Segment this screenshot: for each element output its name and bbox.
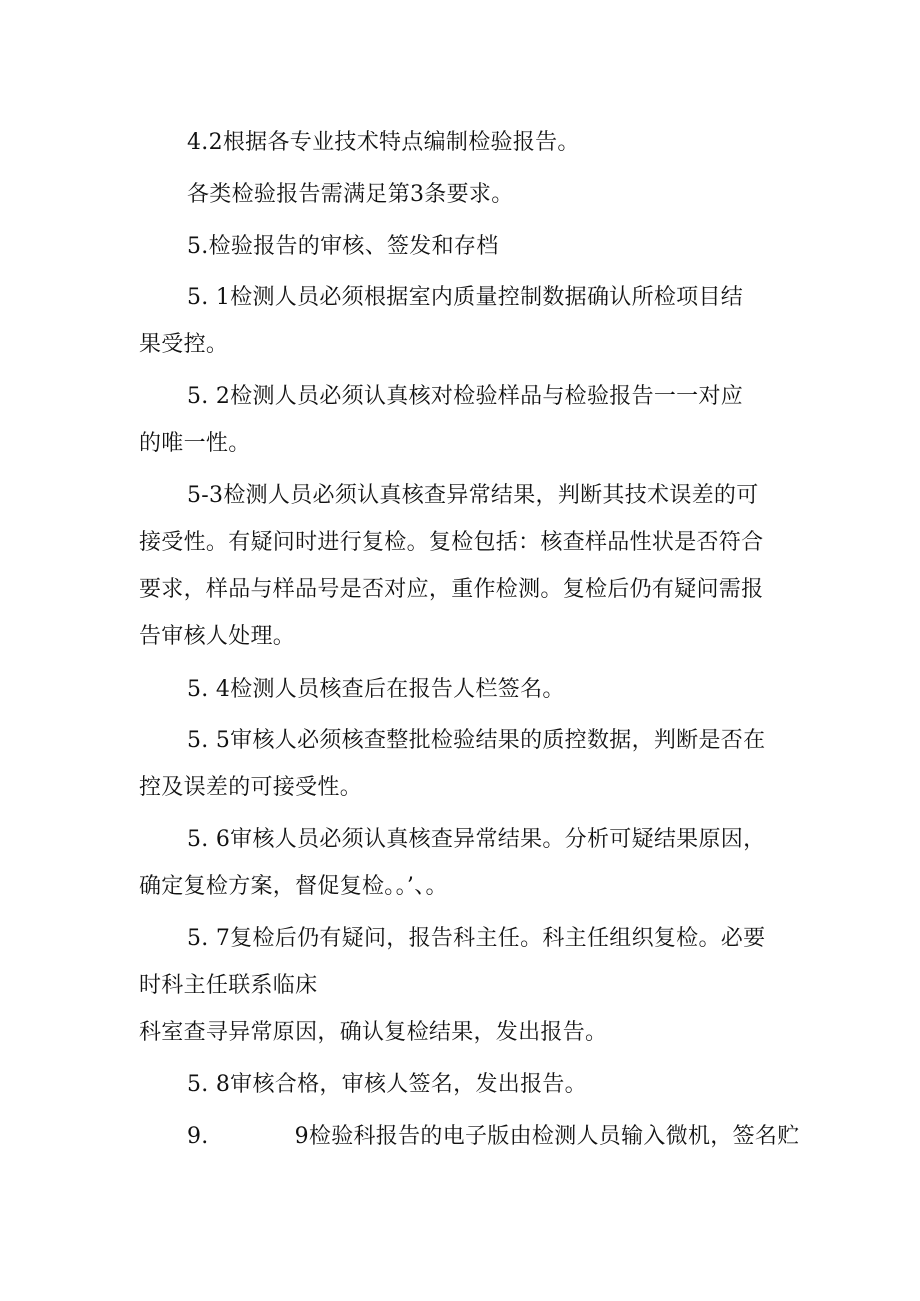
paragraph-5-2-line-2: 的唯一性。 (139, 431, 251, 456)
paragraph-5-7-line-2: 时科主任联系临床 (139, 973, 318, 998)
paragraph-5-5-line-2: 控及误差的可接受性。 (139, 775, 363, 800)
paragraph-5-8: 5. 8审核合格，审核人签名，发出报告。 (187, 1072, 587, 1097)
paragraph-report-requirements: 各类检验报告需满足第3条要求。 (187, 182, 514, 207)
paragraph-9-number: 9. (187, 1124, 209, 1149)
paragraph-5-6-line-1: 5. 6审核人员必须认真核查异常结果。分析可疑结果原因， (187, 827, 766, 852)
paragraph-9-text: 9检验科报告的电子版由检测人员输入微机，签名贮 (294, 1124, 800, 1149)
paragraph-4-2: 4.2根据各专业技术特点编制检验报告。 (187, 130, 580, 155)
paragraph-5-7-line-3: 科室查寻异常原因，确认复检结果，发出报告。 (139, 1020, 608, 1045)
paragraph-5-1-line-1: 5. 1检测人员必须根据室内质量控制数据确认所检项目结 (187, 285, 744, 310)
paragraph-5-3-line-4: 告审核人处理。 (139, 624, 296, 649)
paragraph-5-4: 5. 4检测人员核查后在报告人栏签名。 (187, 677, 565, 702)
paragraph-5-3-line-3: 要求，样品与样品号是否对应，重作检测。复检后仍有疑问需报 (139, 577, 764, 602)
paragraph-9 (187, 1122, 800, 1152)
section-heading-5: 5.检验报告的审核、签发和存档 (187, 234, 499, 259)
paragraph-5-3-line-2: 接受性。有疑问时进行复检。复检包括：核查样品性状是否符合 (139, 530, 764, 555)
paragraph-5-3-line-1: 5-3检测人员必须认真核查异常结果，判断其技术误差的可 (187, 483, 759, 508)
paragraph-5-7-line-1: 5. 7复检后仍有疑问，报告科主任。科主任组织复检。必要 (187, 926, 766, 951)
paragraph-5-1-line-2: 果受控。 (139, 332, 229, 357)
paragraph-5-5-line-1: 5. 5审核人必须核查整批检验结果的质控数据，判断是否在 (187, 728, 766, 753)
paragraph-5-2-line-1: 5. 2检测人员必须认真核对检验样品与检验报告一一对应 (187, 384, 744, 409)
paragraph-5-6-line-2: 确定复检方案，督促复检。。’、。 (139, 874, 448, 899)
